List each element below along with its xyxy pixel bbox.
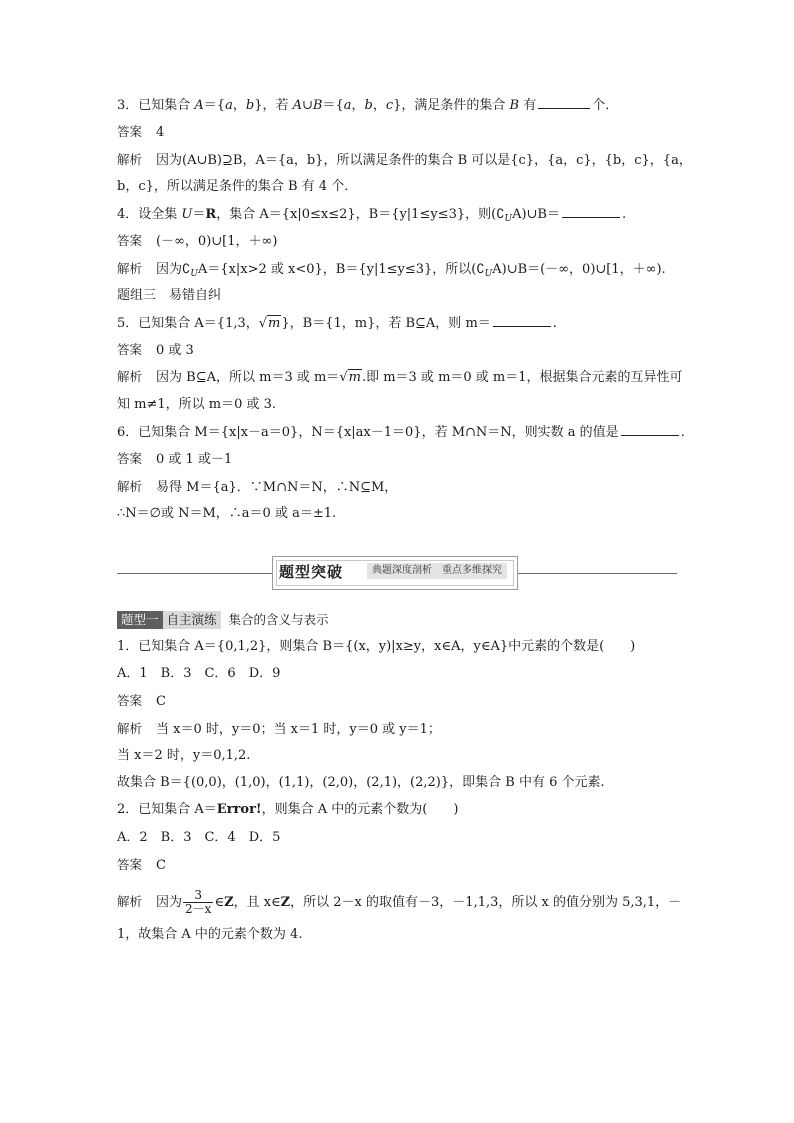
analysis-text: 因为 bbox=[156, 262, 183, 277]
q4-subscript: U bbox=[504, 214, 513, 224]
answer-value: 0 或 3 bbox=[156, 343, 194, 358]
p2-options bbox=[117, 829, 280, 847]
analysis-text: 知 m≠1，所以 m＝0 或 3. bbox=[117, 397, 277, 412]
answer-label: 答案 bbox=[117, 451, 143, 466]
analysis-text: .即 m＝3 或 m＝0 或 m＝1，根据集合元素的互异性可 bbox=[361, 370, 683, 385]
fraction bbox=[183, 889, 213, 916]
sqrt-symbol: √m bbox=[258, 316, 281, 331]
analysis-text: ∈ bbox=[214, 895, 225, 910]
banner-tag: 典题深度剖析 重点多维探究 bbox=[367, 563, 507, 579]
answer-label: 答案 bbox=[117, 342, 143, 357]
q4-text: 4．设全集 bbox=[117, 207, 182, 222]
q5-answer-blank bbox=[493, 314, 551, 327]
q5-analysis bbox=[117, 368, 683, 387]
analysis-text: 因为 bbox=[156, 895, 183, 910]
p1-analysis bbox=[117, 720, 441, 739]
analysis-text: A＝{x|x>2 或 x<0}，B＝{y|1≤y≤3}，所以( bbox=[197, 262, 477, 277]
p2-options-text: A．2 B．3 C．4 D．5 bbox=[117, 830, 281, 845]
answer-label: 答案 bbox=[117, 693, 143, 708]
analysis-text: 故集合 B＝{(0,0)，(1,0)，(1,1)，(2,0)，(2,1)，(2,2)}，即集合 B 中有 6 个元素. bbox=[117, 775, 605, 790]
sqrt-radicand: m bbox=[268, 316, 281, 331]
q5-text: . bbox=[552, 316, 557, 331]
q3-text: ， bbox=[232, 98, 246, 113]
q4-text: ，集合 A＝{x|0≤x≤2}，B＝{y|1≤y≤3}，则( bbox=[216, 207, 497, 222]
q3-var: A bbox=[292, 98, 302, 113]
answer-value: 0 或 1 或－1 bbox=[156, 452, 233, 467]
analysis-label: 解析 bbox=[117, 261, 143, 276]
answer-value: (－∞，0)∪[1，＋∞) bbox=[156, 234, 278, 249]
analysis-label: 解析 bbox=[117, 369, 143, 384]
q3-var: b bbox=[245, 98, 255, 113]
q3-analysis-cont bbox=[117, 178, 357, 196]
q6-stem bbox=[117, 423, 685, 442]
q6-analysis-cont bbox=[117, 505, 336, 523]
analysis-label: 解析 bbox=[117, 479, 143, 494]
q3-answer bbox=[117, 123, 164, 142]
p1-analysis-cont2 bbox=[117, 774, 605, 792]
q3-text: ＝{ bbox=[203, 98, 226, 113]
q4-analysis bbox=[117, 260, 666, 283]
sqrt-radicand: m bbox=[348, 370, 361, 385]
q4-subscript: U bbox=[190, 269, 198, 279]
q3-stem-text: 3．已知集合 bbox=[117, 98, 195, 113]
p2-error-field: Error! bbox=[216, 802, 262, 817]
p1-stem bbox=[117, 638, 635, 656]
q4-answer bbox=[117, 232, 277, 251]
q5-answer bbox=[117, 341, 194, 360]
p1-answer bbox=[117, 692, 166, 711]
q3-text: 个． bbox=[592, 98, 619, 113]
q3-text: }，若 bbox=[254, 98, 293, 113]
group-title-text: 题组三 易错自纠 bbox=[117, 288, 222, 303]
integer-set: Z bbox=[280, 895, 291, 910]
section-label-dark: 题型一 bbox=[117, 611, 163, 629]
analysis-label: 解析 bbox=[117, 894, 143, 909]
complement-symbol: ∁ bbox=[496, 207, 505, 222]
section-heading bbox=[117, 611, 329, 629]
q4-answer-blank bbox=[562, 205, 620, 218]
p2-analysis bbox=[117, 889, 681, 916]
answer-label: 答案 bbox=[117, 857, 143, 872]
sqrt-symbol: √m bbox=[339, 370, 361, 385]
fraction-denominator: 2－x bbox=[185, 902, 212, 916]
integer-set: Z bbox=[224, 895, 234, 910]
divider-right bbox=[518, 573, 677, 574]
q3-text: ＝{ bbox=[322, 98, 344, 113]
analysis-text: 易得 M＝{a}．∵M∩N＝N，∴N⊆M， bbox=[156, 480, 398, 495]
analysis-text: 因为 B⊆A，所以 m＝3 或 m＝ bbox=[156, 370, 340, 385]
analysis-text: ，且 x∈ bbox=[233, 895, 281, 910]
analysis-text: A)∪B＝(－∞，0)∪[1，＋∞). bbox=[492, 262, 666, 277]
q3-var: b bbox=[364, 98, 373, 113]
q3-var: a bbox=[343, 98, 352, 113]
q3-analysis bbox=[117, 151, 692, 170]
section-banner bbox=[272, 556, 518, 590]
answer-label: 答案 bbox=[117, 124, 143, 139]
p1-options-text: A．1 B．3 C．6 D．9 bbox=[117, 666, 281, 681]
q5-text: }，B＝{1，m}，若 B⊆A，则 m＝ bbox=[281, 316, 491, 331]
p2-stem bbox=[117, 801, 458, 819]
p1-options bbox=[117, 665, 280, 683]
q5-stem bbox=[117, 314, 557, 333]
analysis-text: ，所以 2－x 的取值有－3，－1,1,3，所以 x 的值分别为 5,3,1，－ bbox=[290, 895, 682, 910]
section-label-light: 自主演练 bbox=[163, 611, 221, 629]
q6-answer bbox=[117, 450, 232, 469]
p2-analysis-cont bbox=[117, 926, 302, 944]
q3-text: 有 bbox=[519, 98, 537, 113]
q4-text: ＝ bbox=[192, 207, 206, 222]
q3-text: ∪ bbox=[301, 98, 313, 113]
q3-var: B bbox=[509, 98, 520, 113]
q3-answer-blank bbox=[538, 96, 590, 109]
q4-text: A)∪B＝ bbox=[512, 207, 560, 222]
q3-text: ， bbox=[372, 98, 386, 113]
analysis-text: 当 x＝0 时，y＝0；当 x＝1 时，y＝0 或 y＝1； bbox=[156, 722, 441, 737]
answer-label: 答案 bbox=[117, 233, 143, 248]
q6-text: . bbox=[680, 425, 685, 440]
q4-text: . bbox=[621, 207, 627, 222]
complement-symbol: ∁ bbox=[476, 262, 485, 277]
q4-var: U bbox=[181, 207, 193, 222]
analysis-label: 解析 bbox=[117, 721, 143, 736]
answer-value: 4 bbox=[156, 125, 165, 140]
analysis-text: 当 x＝2 时，y＝0,1,2. bbox=[117, 748, 251, 763]
q4-real-set: R bbox=[205, 207, 217, 222]
analysis-text: b，c}，所以满足条件的集合 B 有 4 个． bbox=[117, 179, 358, 194]
q6-text: 6．已知集合 M＝{x|x－a＝0}，N＝{x|ax－1＝0}，若 M∩N＝N，则实数 a 的值是 bbox=[117, 425, 619, 440]
analysis-text: ∴N＝∅或 N＝M，∴a＝0 或 a＝±1. bbox=[117, 506, 337, 521]
q4-subscript: U bbox=[484, 269, 493, 279]
q5-text: 5．已知集合 A＝{1,3， bbox=[117, 316, 259, 331]
q3-var: A bbox=[194, 98, 204, 113]
analysis-label: 解析 bbox=[117, 152, 143, 167]
section-title: 集合的含义与表示 bbox=[228, 612, 329, 627]
q6-answer-blank bbox=[621, 423, 679, 436]
fraction-numerator: 3 bbox=[194, 888, 203, 902]
p1-stem-text: 1．已知集合 A＝{0,1,2}，则集合 B＝{(x，y)|x≥y，x∈A，y∈A}中元素的个数是( ) bbox=[117, 639, 636, 654]
q6-analysis bbox=[117, 478, 397, 497]
p2-text: 2．已知集合 A＝ bbox=[117, 802, 217, 817]
q3-text: ， bbox=[351, 98, 365, 113]
q5-analysis-cont bbox=[117, 396, 276, 414]
p1-analysis-cont bbox=[117, 747, 250, 765]
group3-title bbox=[117, 287, 221, 305]
answer-value: C bbox=[156, 858, 166, 873]
p2-answer bbox=[117, 856, 166, 875]
q3-var: c bbox=[385, 98, 394, 113]
analysis-text: 1，故集合 A 中的元素个数为 4. bbox=[117, 927, 303, 942]
analysis-text: 因为(A∪B)⊇B，A＝{a，b}，所以满足条件的集合 B 可以是{c}，{a，c}，{b，c}，{a， bbox=[156, 153, 692, 168]
answer-value: C bbox=[156, 694, 166, 709]
complement-symbol: ∁ bbox=[182, 262, 191, 277]
q3-var: B bbox=[312, 98, 323, 113]
p2-text: ，则集合 A 中的元素个数为( ) bbox=[261, 802, 459, 817]
q3-var: a bbox=[225, 98, 233, 113]
q3-stem bbox=[117, 96, 618, 115]
q3-text: }，满足条件的集合 bbox=[393, 98, 510, 113]
banner-title: 题型突破 bbox=[279, 563, 344, 581]
q4-stem bbox=[117, 205, 626, 228]
divider-left bbox=[117, 573, 272, 574]
